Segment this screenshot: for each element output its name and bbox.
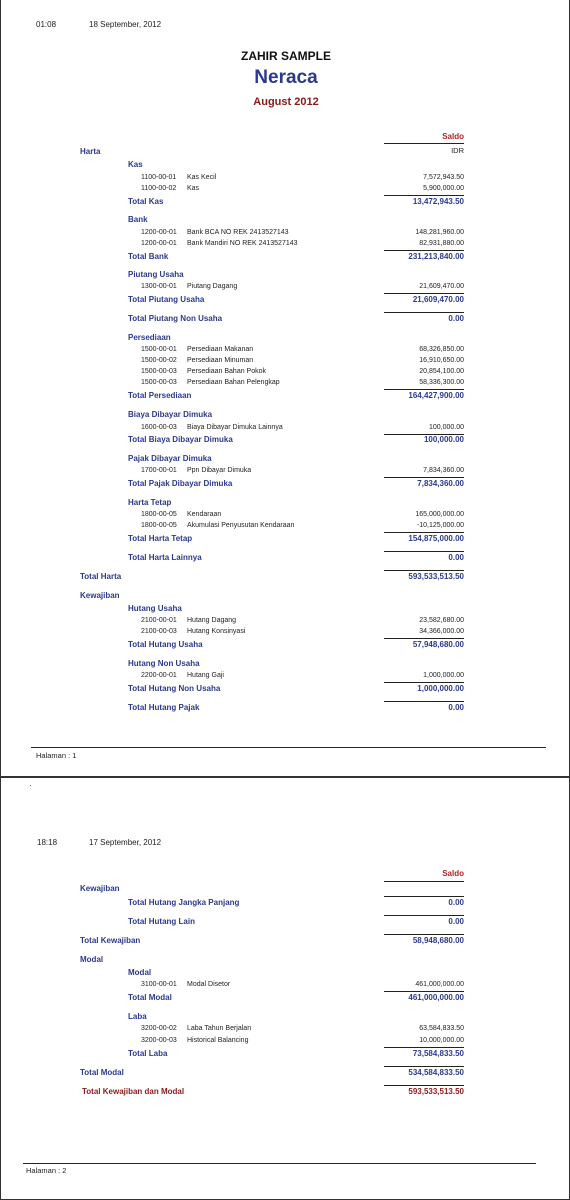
account-amount: 21,609,470.00	[419, 283, 464, 290]
total-hutang-jangka-panjang-label: Total Hutang Jangka Panjang	[128, 898, 240, 907]
account-amount: 23,582,680.00	[419, 617, 464, 624]
account-name: Hutang Dagang	[187, 617, 237, 624]
total-piutang-usaha-label: Total Piutang Usaha	[128, 295, 205, 304]
account-code: 3100-00-01	[141, 981, 177, 988]
total-hutang-lain-label: Total Hutang Lain	[128, 917, 195, 926]
grand-total-amount: 593,533,513.50	[408, 1087, 464, 1096]
group-modal: Modal	[128, 968, 152, 977]
account-name: Modal Disetor	[187, 981, 231, 988]
account-code: 1800-00-05	[141, 522, 177, 529]
total-kas-amount: 13,472,943.50	[412, 197, 464, 206]
account-amount: 148,281,960.00	[415, 229, 464, 236]
account-amount: 5,900,000.00	[423, 185, 464, 192]
account-code: 2200-00-01	[141, 672, 177, 679]
group-hutang-usaha: Hutang Usaha	[128, 604, 182, 613]
account-amount: 63,584,833.50	[419, 1025, 464, 1032]
group-piutang-usaha: Piutang Usaha	[128, 270, 184, 279]
print-time: 18:18	[37, 838, 58, 847]
account-code: 1100-00-01	[141, 174, 177, 181]
total-piutang-non-usaha-label: Total Piutang Non Usaha	[128, 314, 223, 323]
saldo-header: Saldo	[442, 869, 464, 878]
total-pajak-dimuka-amount: 7,834,360.00	[417, 479, 464, 488]
page-footer: Halaman : 2	[26, 1166, 67, 1175]
total-harta-lainnya-amount: 0.00	[448, 553, 464, 562]
total-hutang-lain-amount: 0.00	[448, 917, 464, 926]
total-kewajiban-label: Total Kewajiban	[80, 936, 141, 945]
total-pajak-dimuka-label: Total Pajak Dibayar Dimuka	[128, 479, 233, 488]
group-biaya-dimuka: Biaya Dibayar Dimuka	[128, 410, 213, 419]
section-kewajiban: Kewajiban	[80, 884, 120, 893]
account-code: 1100-00-02	[141, 185, 177, 192]
group-kas: Kas	[128, 160, 143, 169]
total-laba-amount: 73,584,833.50	[412, 1049, 464, 1058]
group-bank: Bank	[128, 215, 148, 224]
total-hutang-usaha-amount: 57,948,680.00	[412, 640, 464, 649]
account-amount: 82,931,880.00	[419, 240, 464, 247]
total-hutang-non-usaha-amount: 1,000,000.00	[417, 684, 464, 693]
account-code: 3200-00-02	[141, 1025, 177, 1032]
account-code: 2100-00-03	[141, 628, 177, 635]
account-code: 1500-00-03	[141, 368, 177, 375]
saldo-header: Saldo	[442, 132, 464, 141]
account-name: Kas	[187, 185, 200, 192]
total-hutang-usaha-label: Total Hutang Usaha	[128, 640, 203, 649]
account-name: Persediaan Bahan Pokok	[187, 368, 266, 375]
account-name: Bank Mandiri NO REK 2413527143	[187, 240, 298, 247]
total-kas-label: Total Kas	[128, 197, 164, 206]
account-code: 1800-00-05	[141, 511, 177, 518]
account-name: Persediaan Bahan Pelengkap	[187, 379, 280, 386]
account-code: 1300-00-01	[141, 283, 177, 290]
account-name: Laba Tahun Berjalan	[187, 1025, 252, 1032]
account-name: Biaya Dibayar Dimuka Lainnya	[187, 424, 283, 431]
account-amount: 165,000,000.00	[415, 511, 464, 518]
total-persediaan-amount: 164,427,900.00	[408, 391, 464, 400]
group-harta-tetap: Harta Tetap	[128, 498, 172, 507]
total-hutang-pajak-label: Total Hutang Pajak	[128, 703, 200, 712]
total-biaya-dimuka-label: Total Biaya Dibayar Dimuka	[128, 435, 233, 444]
account-name: Kas Kecil	[187, 174, 217, 181]
stray-mark: ·	[29, 781, 32, 790]
total-modal-sub-label: Total Modal	[128, 993, 172, 1002]
group-hutang-non-usaha: Hutang Non Usaha	[128, 659, 200, 668]
account-name: Hutang Gaji	[187, 672, 224, 679]
currency-label: IDR	[451, 146, 464, 155]
group-persediaan: Persediaan	[128, 333, 171, 342]
total-modal-amount: 534,584,833.50	[408, 1068, 464, 1077]
page-footer: Halaman : 1	[36, 751, 77, 760]
account-amount: 10,000,000.00	[419, 1037, 464, 1044]
group-pajak-dimuka: Pajak Dibayar Dimuka	[128, 454, 212, 463]
account-amount: 461,000,000.00	[415, 981, 464, 988]
account-code: 2100-00-01	[141, 617, 177, 624]
report-title: Neraca	[254, 67, 318, 88]
account-name: Hutang Konsinyasi	[187, 628, 246, 635]
section-harta: Harta	[80, 147, 101, 156]
account-code: 1200-00-01	[141, 240, 177, 247]
total-harta-tetap-label: Total Harta Tetap	[128, 534, 193, 543]
total-modal-sub-amount: 461,000,000.00	[408, 993, 464, 1002]
print-date: 18 September, 2012	[89, 20, 162, 29]
section-modal: Modal	[80, 955, 104, 964]
total-kewajiban-amount: 58,948,680.00	[412, 936, 464, 945]
total-hutang-non-usaha-label: Total Hutang Non Usaha	[128, 684, 221, 693]
account-code: 1600-00-03	[141, 424, 177, 431]
section-kewajiban: Kewajiban	[80, 591, 120, 600]
account-name: Persediaan Minuman	[187, 357, 254, 364]
account-amount: 16,910,650.00	[419, 357, 464, 364]
total-biaya-dimuka-amount: 100,000.00	[423, 435, 464, 444]
total-piutang-usaha-amount: 21,609,470.00	[412, 295, 464, 304]
report-page-2	[0, 777, 570, 1200]
account-amount: 7,572,943.50	[423, 174, 464, 181]
company-name: ZAHIR SAMPLE	[241, 49, 331, 63]
total-bank-label: Total Bank	[128, 252, 169, 261]
total-persediaan-label: Total Persediaan	[128, 391, 192, 400]
account-amount: 1,000,000.00	[423, 672, 464, 679]
account-amount: 100,000.00	[428, 424, 464, 431]
account-code: 1500-00-01	[141, 346, 177, 353]
total-harta-amount: 593,533,513.50	[408, 572, 464, 581]
account-code: 1700-00-01	[141, 467, 177, 474]
total-harta-lainnya-label: Total Harta Lainnya	[128, 553, 202, 562]
account-code: 1200-00-01	[141, 229, 177, 236]
account-amount: 58,336,300.00	[419, 379, 464, 386]
group-laba: Laba	[128, 1012, 147, 1021]
account-code: 1500-00-02	[141, 357, 177, 364]
account-name: Piutang Dagang	[187, 283, 238, 290]
account-name: Ppn Dibayar Dimuka	[187, 467, 252, 474]
account-amount: 68,326,850.00	[419, 346, 464, 353]
account-amount: 20,854,100.00	[419, 368, 464, 375]
print-time: 01:08	[36, 20, 57, 29]
account-code: 1500-00-03	[141, 379, 177, 386]
account-code: 3200-00-03	[141, 1037, 177, 1044]
account-name: Akumulasi Penyusutan Kendaraan	[187, 522, 295, 529]
total-piutang-non-usaha-amount: 0.00	[448, 314, 464, 323]
grand-total-label: Total Kewajiban dan Modal	[82, 1087, 185, 1096]
total-harta-label: Total Harta	[80, 572, 122, 581]
total-modal-label: Total Modal	[80, 1068, 124, 1077]
report-period: August 2012	[253, 96, 319, 108]
print-date: 17 September, 2012	[89, 838, 162, 847]
account-name: Persediaan Makanan	[187, 346, 254, 353]
total-laba-label: Total Laba	[128, 1049, 168, 1058]
account-name: Bank BCA NO REK 2413527143	[187, 229, 289, 236]
total-bank-amount: 231,213,840.00	[408, 252, 464, 261]
account-amount: -10,125,000.00	[416, 522, 464, 529]
total-hutang-pajak-amount: 0.00	[448, 703, 464, 712]
account-amount: 7,834,360.00	[423, 467, 464, 474]
account-amount: 34,366,000.00	[419, 628, 464, 635]
account-name: Historical Balancing	[187, 1037, 249, 1044]
total-hutang-jangka-panjang-amount: 0.00	[448, 898, 464, 907]
account-name: Kendaraan	[187, 511, 222, 518]
total-harta-tetap-amount: 154,875,000.00	[408, 534, 464, 543]
